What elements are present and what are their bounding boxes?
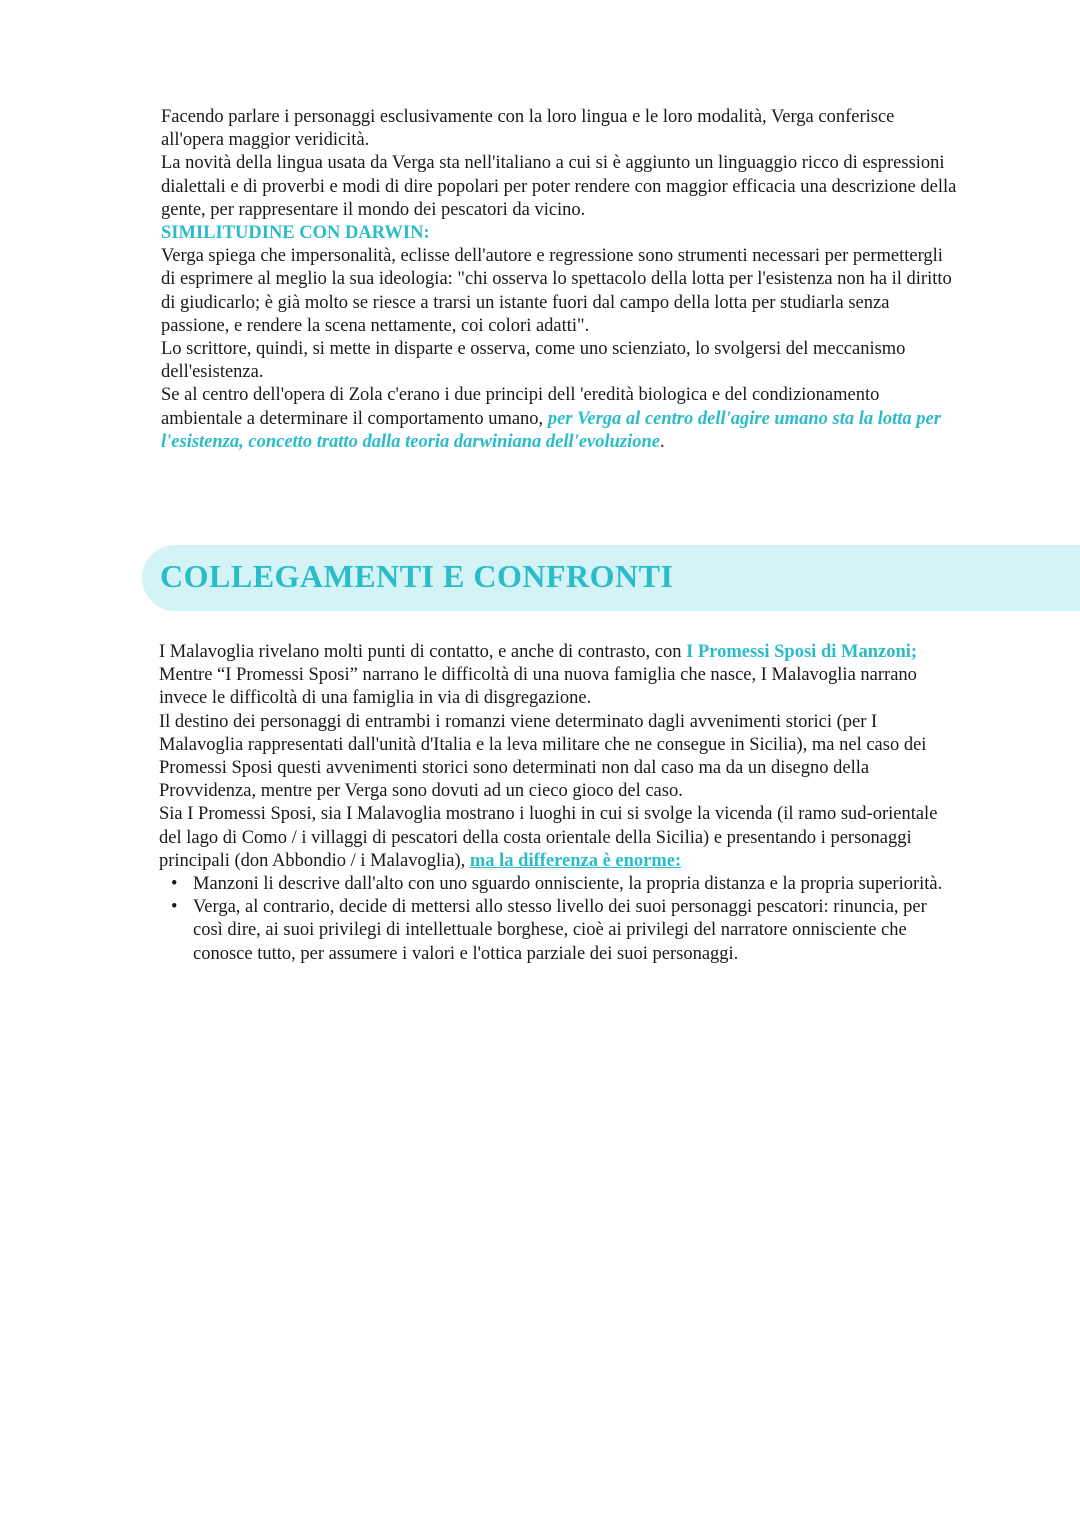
places-text: Sia I Promessi Sposi, sia I Malavoglia mostrano i luoghi in cui si svolge la vicenda (il ramo sud-orientale del lago di Como / i villaggi di pescatori della costa orientale della Sicilia) e presentando i personaggi principali (don Abbondio / i Malavoglia), xyxy=(159,804,938,871)
difference-link[interactable]: ma la differenza è enorme: xyxy=(469,850,682,871)
comparison-list xyxy=(159,873,959,966)
paragraph-zola-comparison xyxy=(161,384,961,454)
darwin-highlight: per Verga al centro dell'agire umano sta la lotta per l'esistenza, concetto tratto dalla teoria darwiniana dell'evoluzione xyxy=(161,408,941,452)
section-verga-language xyxy=(161,106,961,454)
bullet-icon: • xyxy=(171,874,178,895)
zola-text: Se al centro dell'opera di Zola c'erano i due principi dell 'eredità biologica e del condizionamento ambientale a determinare il comportamento umano, xyxy=(161,385,880,429)
list-item xyxy=(171,896,959,966)
zola-end: . xyxy=(660,431,665,452)
contact-text: I Malavoglia rivelano molti punti di contatto, e anche di contrasto, con xyxy=(159,642,687,662)
list-item-text: Manzoni li descrive dall'alto con uno sguardo onnisciente, la propria distanza e la propria superiorità. xyxy=(193,874,943,895)
paragraph-veridicity: Facendo parlare i personaggi esclusivamente con la loro lingua e le loro modalità, Verga conferisce all'opera maggior veridicità. xyxy=(161,107,895,151)
paragraph-destiny: Il destino dei personaggi di entrambi i romanzi viene determinato dagli avvenimenti storici (per I Malavoglia rappresentati dall'unità d'Italia e la leva militare che ne consegue in Sicilia), ma nel caso dei Promessi Sposi questi avvenimenti storici sono determinati non dal caso ma da un disegno della Provvidenza, mentre per Verga sono dovuti ad un cieco gioco del caso. xyxy=(159,711,927,802)
paragraph-impersonality: Verga spiega che impersonalità, eclisse dell'autore e regressione sono strumenti necessari per permettergli di esprimere al meglio la sua ideologia: "chi osserva lo spettacolo della lotta per l'esistenza non ha il diritto di giudicarlo; è già molto se riesce a trarsi un istante fuori dal campo della lotta per studiarla senza passione, e rendere la scena nettamente, coi colori adatti". xyxy=(161,246,952,336)
paragraph-places xyxy=(159,803,959,873)
list-item-text: Verga, al contrario, decide di mettersi allo stesso livello dei suoi personaggi pescatori: rinuncia, per così dire, ai suoi privilegi di intellettuale borghese, cioè ai privilegi del narratore onnisciente che conosce tutto, per assumere i valori e l'ottica parziale dei suoi personaggi. xyxy=(193,897,927,964)
section-heading: COLLEGAMENTI E CONFRONTI xyxy=(160,558,674,594)
promessi-sposi-highlight: I Promessi Sposi di Manzoni; xyxy=(686,642,918,662)
subheading-darwin: SIMILITUDINE CON DARWIN: xyxy=(161,223,430,244)
paragraph-writer-scientist: Lo scrittore, quindi, si mette in disparte e osserva, come uno scienziato, lo svolgersi del meccanismo dell'esistenza. xyxy=(161,339,906,383)
paragraph-contact-points xyxy=(159,641,959,664)
section-collegamenti xyxy=(159,641,959,966)
paragraph-language-novelty: La novità della lingua usata da Verga sta nell'italiano a cui si è aggiunto un linguaggio ricco di espressioni dialettali e di proverbi e modi di dire popolari per poter rendere con maggior efficacia una descrizione della gente, per rappresentare il mondo dei pescatori da vicino. xyxy=(161,153,957,220)
bullet-icon: • xyxy=(171,897,178,918)
list-item xyxy=(171,873,959,896)
paragraph-family: Mentre “I Promessi Sposi” narrano le difficoltà di una nuova famiglia che nasce, I Malavoglia narrano invece le difficoltà di una famiglia in via di disgregazione. xyxy=(159,665,917,709)
